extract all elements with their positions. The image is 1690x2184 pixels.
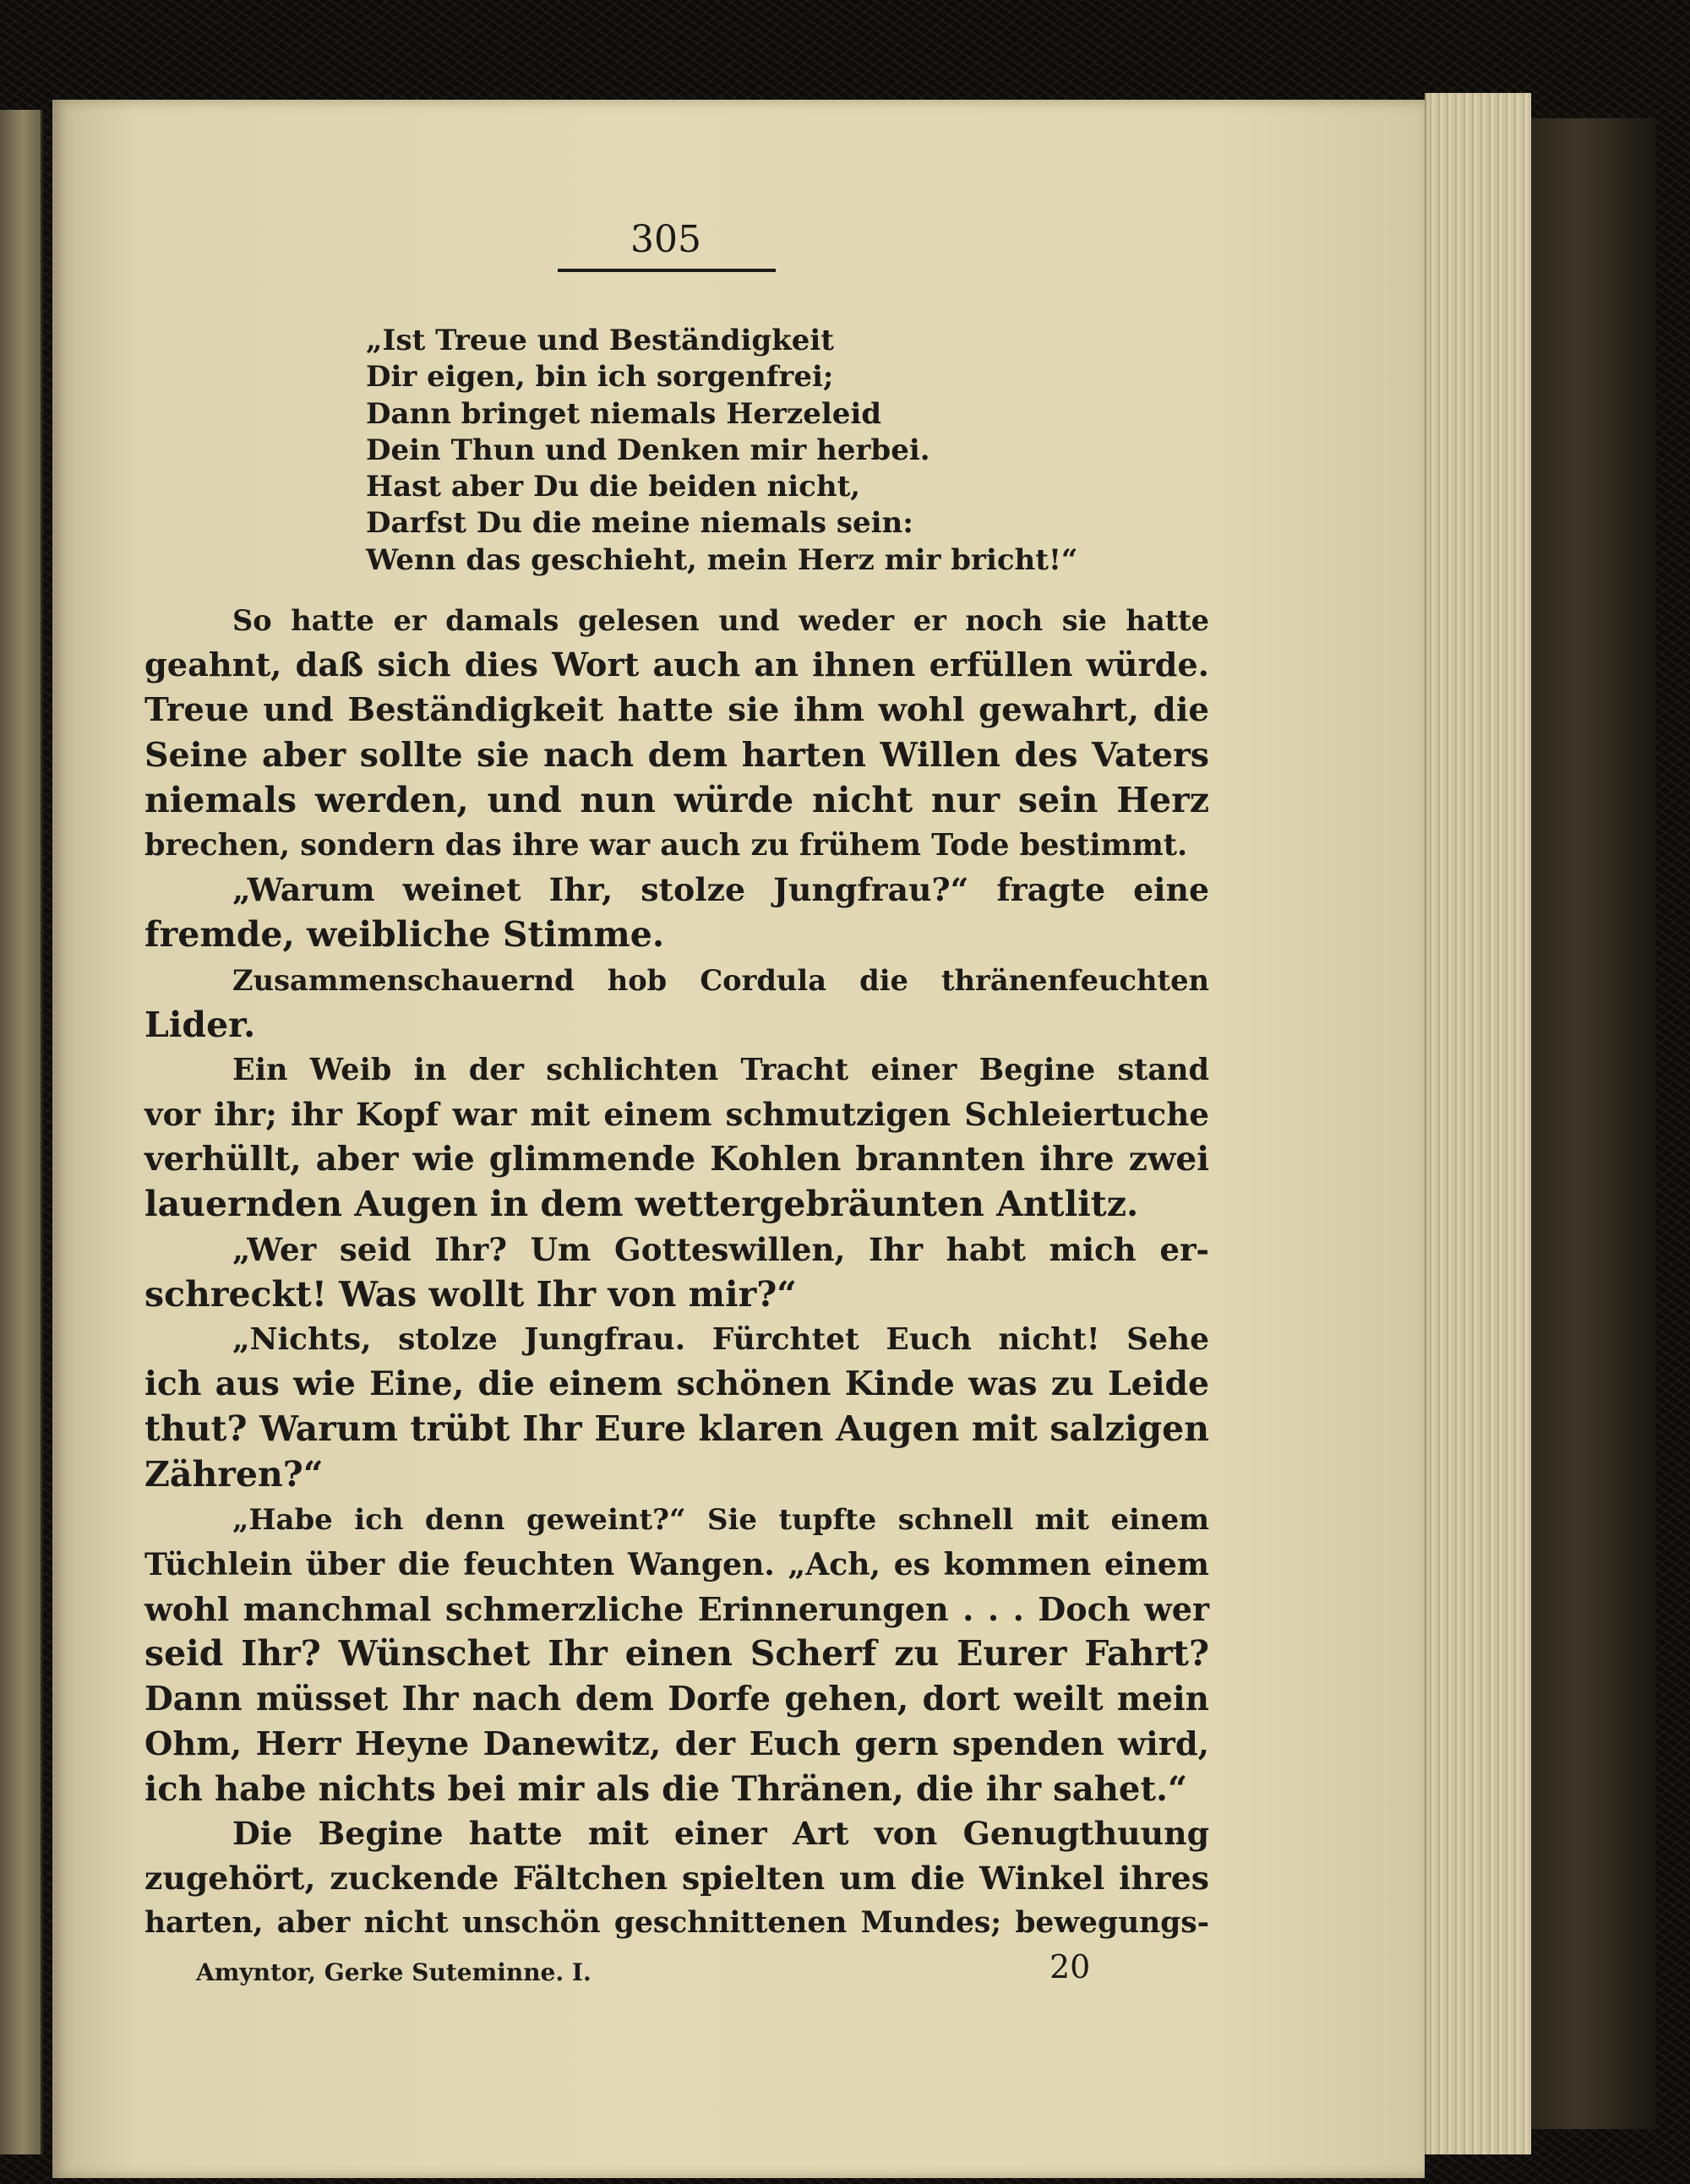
prose-line: schreckt! Was wollt Ihr von mir?“ — [144, 1273, 797, 1315]
prose-line: zugehört, zuckende Fältchen spielten um die Winkel ihres — [144, 1860, 1209, 1898]
prose-line: Tüchlein über die feuchten Wangen. „Ach, es kommen einem — [144, 1545, 1209, 1582]
prose-line: Lider. — [144, 1004, 256, 1045]
prose-line: brechen, sondern das ihre war auch zu frühem Tode bestimmt. — [144, 827, 1188, 863]
poem-line: Dann bringet niemals Herzeleid — [366, 396, 882, 431]
poem-block — [366, 323, 1126, 579]
prose-block — [144, 598, 1209, 1947]
prose-line: verhüllt, aber wie glimmende Kohlen brannten ihre zwei — [144, 1140, 1209, 1179]
poem-line: „Ist Treue und Beständigkeit — [366, 324, 834, 357]
book-cover-edge — [1529, 118, 1656, 2129]
prose-line: Ohm, Herr Heyne Danewitz, der Euch gern spenden wird, — [144, 1724, 1209, 1763]
prose-line: lauernden Augen in dem wettergebräunten Antlitz. — [144, 1184, 1139, 1225]
prose-line: Seine aber sollte sie nach dem harten Willen des Vaters — [144, 735, 1209, 775]
prose-line: „Wer seid Ihr? Um Gotteswillen, Ihr habt mich er- — [232, 1230, 1209, 1268]
prose-line: Zusammenschauernd hob Cordula die thränenfeuchten — [232, 962, 1209, 997]
prose-line: thut? Warum trübt Ihr Eure klaren Augen mit salzigen — [144, 1408, 1209, 1450]
prose-line: „Habe ich denn geweint?“ Sie tupfte schnell mit einem — [232, 1501, 1209, 1536]
prose-line: ich habe nichts bei mir als die Thränen, die ihr sahet.“ — [144, 1768, 1188, 1809]
prose-line: Dann müsset Ihr nach dem Dorfe gehen, dort weilt mein — [144, 1679, 1209, 1718]
poem-line: Darfst Du die meine niemals sein: — [366, 506, 913, 541]
prose-line: vor ihr; ihr Kopf war mit einem schmutzigen Schleiertuche — [144, 1096, 1209, 1134]
prose-line: „Warum weinet Ihr, stolze Jungfrau?“ fragte eine — [232, 871, 1209, 909]
prose-line: wohl manchmal schmerzliche Erinnerungen . . . Doch wer — [144, 1590, 1209, 1629]
prose-line: niemals werden, und nun würde nicht nur sein Herz — [144, 779, 1209, 820]
prose-line: harten, aber nicht unschön geschnittenen Mundes; bewegungs- — [144, 1906, 1209, 1941]
poem-line: Wenn das geschieht, mein Herz mir bricht!“ — [366, 542, 1078, 577]
page-number: 305 — [630, 218, 701, 261]
prose-line: Treue und Beständigkeit hatte sie ihm wohl gewahrt, die — [144, 691, 1209, 730]
left-page-edge — [0, 110, 43, 2154]
footer-signature: Amyntor, Gerke Suteminne. I. — [196, 1958, 592, 1986]
prose-line: So hatte er damals gelesen und weder er noch sie hatte — [232, 603, 1209, 637]
poem-line: Dein Thun und Denken mir herbei. — [366, 433, 930, 467]
prose-line: seid Ihr? Wünschet Ihr einen Scherf zu Eurer Fahrt? — [144, 1633, 1209, 1675]
prose-line: „Nichts, stolze Jungfrau. Fürchtet Euch nicht! Sehe — [232, 1321, 1209, 1357]
prose-line: ich aus wie Eine, die einem schönen Kinde was zu Leide — [144, 1364, 1209, 1404]
page-stack-edge — [1425, 93, 1531, 2154]
prose-line: Die Begine hatte mit einer Art von Genugthuung — [232, 1815, 1209, 1853]
poem-line: Hast aber Du die beiden nicht, — [366, 470, 861, 504]
footer-sheet-number: 20 — [1049, 1948, 1091, 1985]
prose-line: Ein Weib in der schlichten Tracht einer Begine stand — [232, 1052, 1209, 1087]
page-number-rule — [558, 269, 776, 272]
prose-line: Zähren?“ — [144, 1453, 324, 1495]
prose-line: geahnt, daß sich dies Wort auch an ihnen erfüllen würde. — [144, 646, 1209, 685]
poem-line: Dir eigen, bin ich sorgenfrei; — [366, 360, 834, 395]
prose-line: fremde, weibliche Stimme. — [144, 914, 665, 956]
